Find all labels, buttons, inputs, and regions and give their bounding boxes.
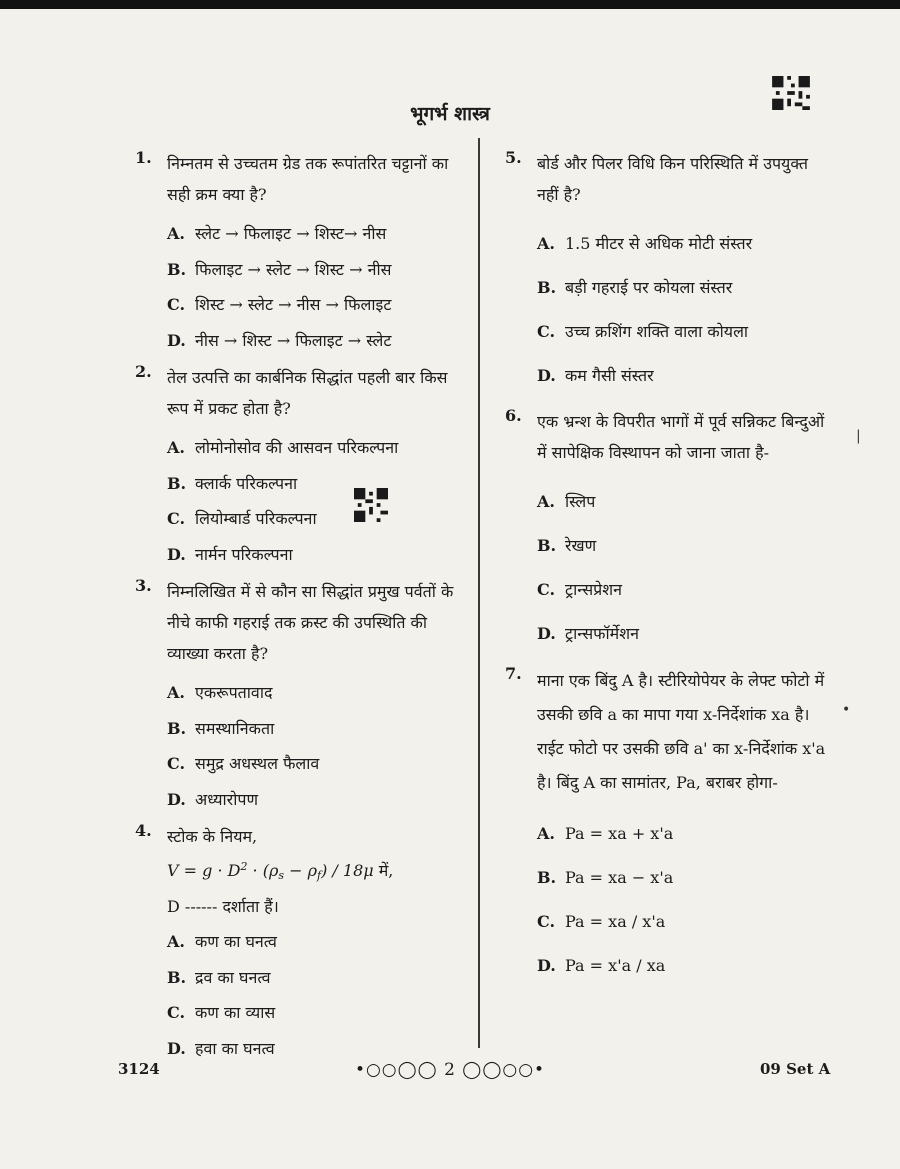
question-text: निम्नलिखित में से कौन सा सिद्धांत प्रमुख पर्वतों के नीचे काफी गहराई तक क्रस्ट की उपस्थिति की व्याख्या करता है? [167,582,454,663]
option-a: A. 1.5 मीटर से अधिक मोटी संस्तर [537,234,753,253]
question-text: स्टोक के नियम, [167,827,258,846]
question-1 [135,148,470,358]
option-c: C. समुद्र अधस्थल फैलाव [167,754,320,773]
option-b: B. बड़ी गहराई पर कोयला संस्तर [537,278,733,297]
page-number: •○○◯◯ 2 ◯◯○○• [354,1060,546,1080]
option-a: A. लोमोनोसोव की आसवन परिकल्पना [167,438,399,457]
option-d: D. अध्यारोपण [167,789,259,809]
option-c: C. लियोम्बार्ड परिकल्पना [167,509,317,528]
stokes-law-formula: $V = g \cdot D^2 \cdot (\rho_s - \rho_f) / 18\mu$ में, [167,860,394,882]
question-number: 1. [135,148,152,167]
question-number: 6. [505,406,522,425]
question-6 [505,406,830,656]
question-3 [135,576,470,817]
option-list [167,430,470,572]
scan-dot: • [842,702,851,718]
question-2 [135,362,470,572]
left-column [135,148,470,1066]
question-text: माना एक बिंदु A है। स्टीरियोपेयर के लेफ्ट फोटो में उसकी छवि a का मापा गया x-निर्देशांक xa है। राईट फोटो पर उसकी छवि a' का x-निर्देशांक x'a है। बिंदु A का सामांतर, Pa, बराबर होगा- [537,671,826,792]
option-a: A. स्लेट → फिलाइट → शिस्ट→ नीस [167,224,387,243]
option-a: A. एकरूपतावाद [167,683,273,702]
question-number: 7. [505,664,522,683]
question-text: बोर्ड और पिलर विधि किन परिस्थिति में उपयुक्त नहीं है? [537,154,809,204]
question-number: 2. [135,362,152,381]
scan-mark: | [856,428,861,444]
option-d: D. ट्रान्सफॉर्मेशन [537,624,639,643]
option-b: B. रेखण [537,536,597,555]
question-5 [505,148,830,398]
option-d: D. नार्मन परिकल्पना [167,544,293,564]
question-4 [135,821,470,1066]
option-d: D. नीस → शिस्ट → फिलाइट → स्लेट [167,330,392,350]
page-title: भूगर्भ शास्त्र [410,103,490,125]
option-c: C. कण का व्यास [167,1003,276,1022]
question-7 [505,664,830,988]
option-d: D. हवा का घनत्व [167,1038,275,1058]
option-c: C. ट्रान्सप्रेशन [537,580,623,599]
option-a: A. कण का घनत्व [167,932,277,951]
option-c: C. शिस्ट → स्लेट → नीस → फिलाइट [167,295,392,314]
question-text: तेल उत्पत्ति का कार्बनिक सिद्धांत पहली बार किस रूप में प्रकट होता है? [167,368,448,418]
option-list [167,216,470,358]
question-number: 3. [135,576,152,595]
scan-top-border [0,0,900,9]
option-list [537,480,830,656]
option-b: B. फिलाइट → स्लेट → शिस्ट → नीस [167,259,392,279]
option-list [167,675,470,817]
option-a: A. Pa = xa + x'a [537,824,674,843]
question-text-continued: D ------ दर्शाता हैं। [167,897,279,916]
set-label: 09 Set A [760,1060,831,1078]
option-list [537,812,830,988]
option-list [537,222,830,398]
right-column [505,148,830,988]
option-a: A. स्लिप [537,492,596,511]
option-c: C. Pa = xa / x'a [537,912,666,931]
option-c: C. उच्च क्रशिंग शक्ति वाला कोयला [537,322,749,341]
option-list [167,924,470,1066]
option-d: D. कम गैसी संस्तर [537,366,654,385]
option-d: D. Pa = x'a / xa [537,956,666,975]
option-b: B. क्लार्क परिकल्पना [167,473,298,493]
paper-code: 3124 [118,1060,160,1078]
column-divider [478,138,480,1048]
question-number: 4. [135,821,152,840]
option-b: B. द्रव का घनत्व [167,967,271,987]
option-b: B. Pa = xa − x'a [537,868,674,887]
option-b: B. समस्थानिकता [167,718,275,738]
question-text: निम्नतम से उच्चतम ग्रेड तक रूपांतरित चट्टानों का सही क्रम क्या है? [167,154,449,204]
question-text: एक भ्रन्श के विपरीत भागों में पूर्व सन्निकट बिन्दुओं में सापेक्षिक विस्थापन को जाना जाता है- [537,412,825,462]
question-number: 5. [505,148,522,167]
